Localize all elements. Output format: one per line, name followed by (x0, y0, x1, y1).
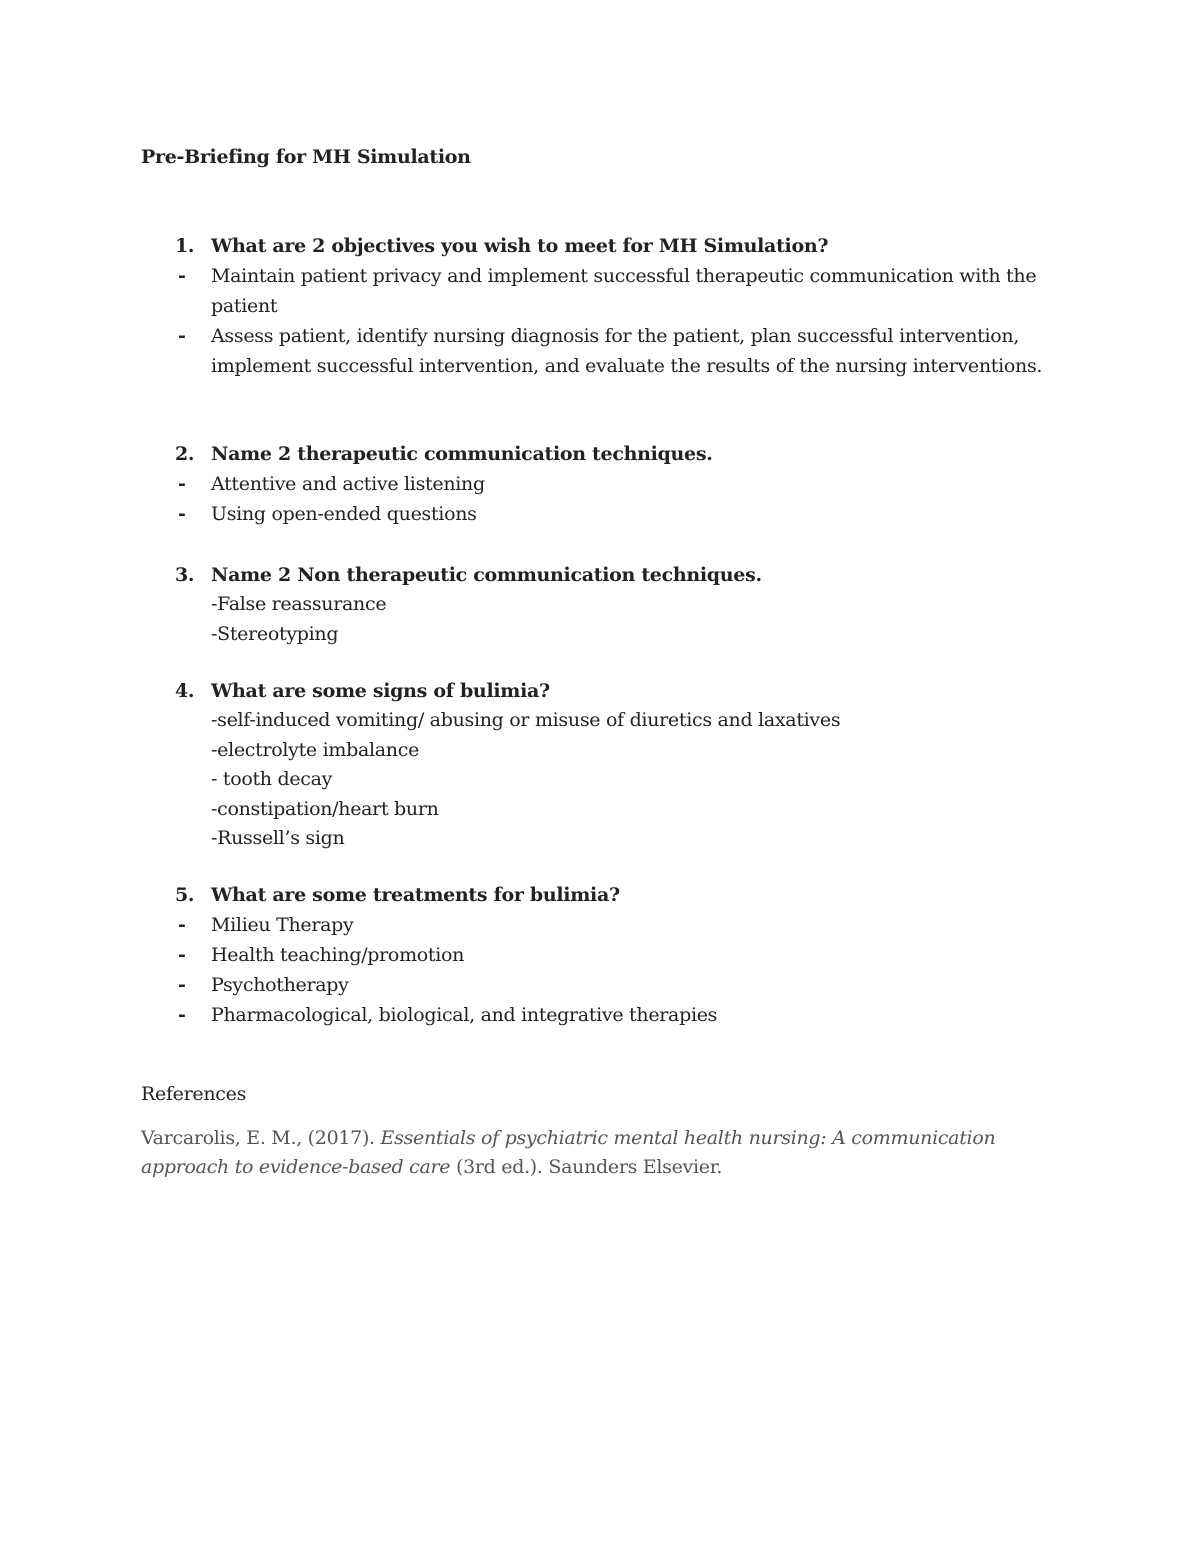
question-text: Name 2 therapeutic communication techniques. (211, 443, 713, 465)
list-item (140, 940, 1095, 970)
list-item (140, 1000, 1095, 1030)
question-heading (175, 560, 1095, 590)
question-5 (175, 880, 1095, 1030)
answer-text: Assess patient, identify nursing diagnosis for the patient, plan successful intervention, implement successful intervention, and evaluate the results of the nursing interventions. (211, 325, 1043, 377)
dash-bullet: - (178, 473, 186, 495)
question-heading (175, 676, 1095, 706)
question-1 (175, 231, 1095, 381)
answer-list (175, 910, 1095, 1030)
list-item: - tooth decay (211, 768, 333, 790)
answer-text: Using open-ended questions (211, 503, 477, 525)
list-item (140, 469, 1095, 499)
question-3 (175, 560, 1095, 649)
question-heading (175, 439, 1095, 469)
question-4 (175, 676, 1095, 854)
list-item: -Russell’s sign (211, 827, 345, 849)
reference-authors: Varcarolis, E. M., (2017). (141, 1127, 381, 1149)
answer-text: Attentive and active listening (211, 473, 485, 495)
question-text: What are some signs of bulimia? (211, 680, 550, 702)
question-2 (175, 439, 1095, 529)
dash-bullet: - (178, 1004, 186, 1026)
dash-bullet: - (178, 265, 186, 287)
list-item: -self-induced vomiting/ abusing or misuse of diuretics and laxatives (211, 709, 841, 731)
question-heading (175, 231, 1095, 261)
list-item (140, 499, 1095, 529)
question-number: 3. (175, 564, 195, 586)
answer-list (175, 590, 1095, 649)
question-number: 2. (175, 443, 195, 465)
list-item (140, 970, 1095, 1000)
reference-entry (141, 1124, 1041, 1182)
dash-bullet: - (178, 914, 186, 936)
answer-text: Maintain patient privacy and implement successful therapeutic communication with the patient (211, 265, 1037, 317)
reference-title: Essentials of psychiatric mental health nursing: A communication approach to evidence-based care (141, 1127, 996, 1178)
dash-bullet: - (178, 974, 186, 996)
question-number: 1. (175, 235, 195, 257)
list-item: -False reassurance (211, 593, 387, 615)
list-item: -constipation/heart burn (211, 797, 439, 820)
question-text: Name 2 Non therapeutic communication techniques. (211, 564, 762, 586)
dash-bullet: - (178, 944, 186, 966)
list-item (140, 321, 1095, 381)
list-item (140, 261, 1095, 321)
question-text: What are 2 objectives you wish to meet for MH Simulation? (211, 235, 829, 257)
dash-bullet: - (178, 325, 186, 347)
answer-text: Health teaching/promotion (211, 944, 465, 966)
list-item: -Stereotyping (211, 622, 339, 645)
list-item: -electrolyte imbalance (211, 738, 420, 761)
document-title: Pre-Briefing for MH Simulation (141, 146, 471, 168)
answer-text: Milieu Therapy (211, 914, 354, 936)
question-number: 5. (175, 884, 195, 906)
answer-list (175, 706, 1095, 854)
answer-text: Psychotherapy (211, 974, 349, 996)
references-heading: References (141, 1083, 247, 1105)
reference-publisher: (3rd ed.). Saunders Elsevier. (450, 1156, 723, 1178)
answer-text: Pharmacological, biological, and integrative therapies (211, 1004, 718, 1026)
question-number: 4. (175, 680, 195, 702)
question-heading (175, 880, 1095, 910)
list-item (140, 910, 1095, 940)
dash-bullet: - (178, 503, 186, 525)
answer-list (175, 469, 1095, 529)
question-text: What are some treatments for bulimia? (211, 884, 620, 906)
answer-list (175, 261, 1095, 381)
